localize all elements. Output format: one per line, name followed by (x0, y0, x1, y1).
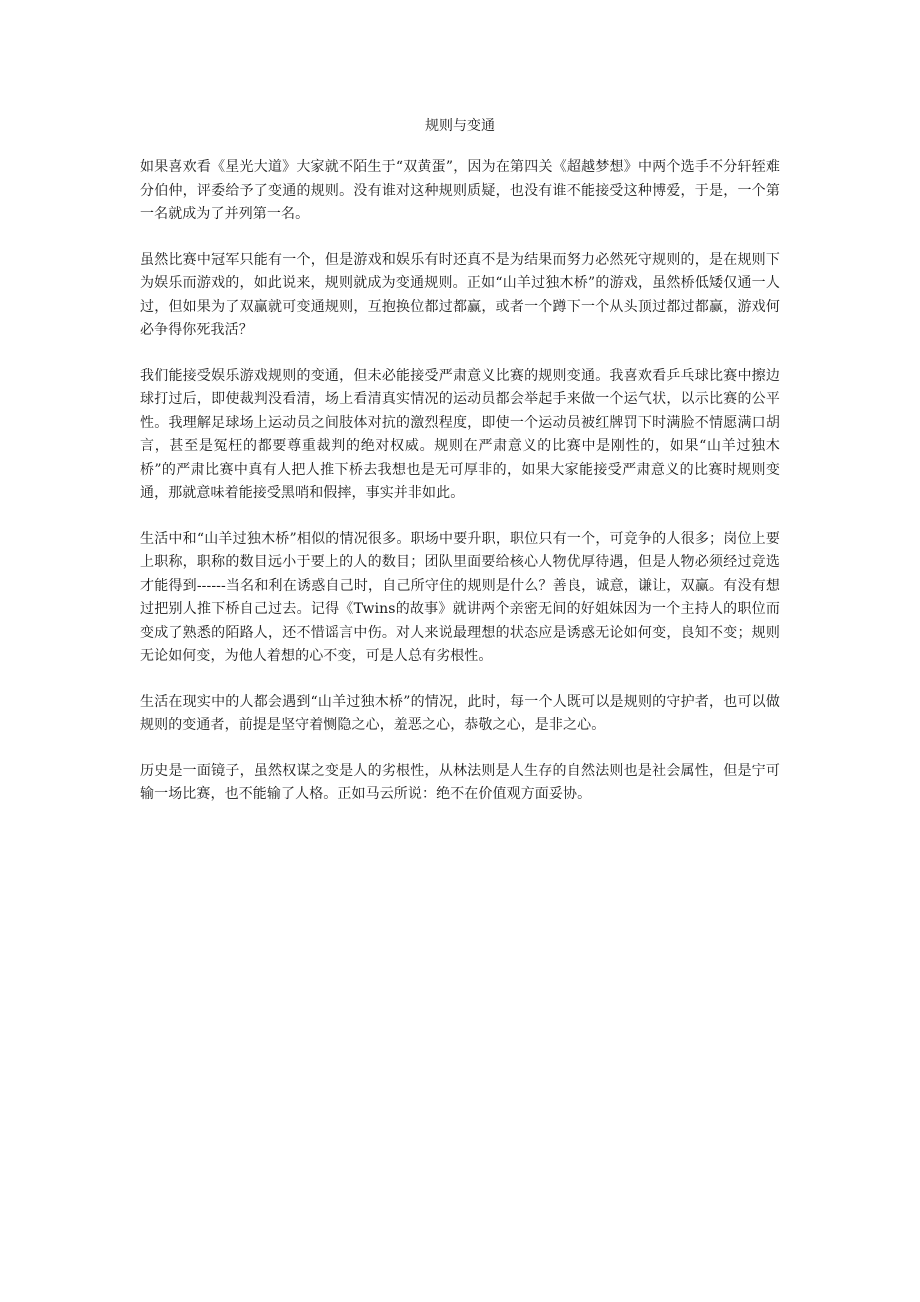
document-body (140, 156, 780, 829)
paragraph-3: 我们能接受娱乐游戏规则的变通，但未必能接受严肃意义比赛的规则变通。我喜欢看乒乓球比赛中擦边球打过后，即使裁判没看清，场上看清真实情况的运动员都会举起手来做一个运气状，以示比赛的公平性。我理解足球场上运动员之间肢体对抗的激烈程度，即使一个运动员被红牌罚下时满脸不情愿满口胡言，甚至是冤枉的都要尊重裁判的绝对权威。规则在严肃意义的比赛中是刚性的，如果“山羊过独木桥”的严肃比赛中真有人把人推下桥去我想也是无可厚非的，如果大家能接受严肃意义的比赛时规则变通，那就意味着能接受黑哨和假摔，事实并非如此。 (140, 367, 780, 501)
paragraph-6: 历史是一面镜子，虽然权谋之变是人的劣根性，从林法则是人生存的自然法则也是社会属性，但是宁可输一场比赛，也不能输了人格。正如马云所说：绝不在价值观方面妥协。 (140, 762, 780, 802)
document-title: 规则与变通 (425, 118, 495, 134)
paragraph-1: 如果喜欢看《星光大道》大家就不陌生于“双黄蛋”，因为在第四关《超越梦想》中两个选手不分轩轾难分伯仲，评委给予了变通的规则。没有谁对这种规则质疑，也没有谁不能接受这种博爱，于是，一个第一名就成为了并列第一名。 (140, 159, 780, 222)
paragraph-2: 虽然比赛中冠军只能有一个，但是游戏和娱乐有时还真不是为结果而努力必然死守规则的，是在规则下为娱乐而游戏的，如此说来，规则就成为变通规则。正如“山羊过独木桥”的游戏，虽然桥低矮仅通一人过，但如果为了双赢就可变通规则，互抱换位都过都赢，或者一个蹲下一个从头顶过都过都赢，游戏何必争得你死我活？ (140, 251, 780, 338)
paragraph-4: 生活中和“山羊过独木桥”相似的情况很多。职场中要升职，职位只有一个，可竞争的人很多；岗位上要上职称，职称的数目远小于要上的人的数目；团队里面要给核心人物优厚待遇，但是人物必须经过竞选才能得到------当名和利在诱惑自己时，自己所守住的规则是什么？善良，诚意，谦让，双赢。有没有想过把别人推下桥自己过去。记得《Twins的故事》就讲两个亲密无间的好姐妹因为一个主持人的职位而变成了熟悉的陌路人，还不惜谣言中伤。对人来说最理想的状态应是诱惑无论如何变，良知不变；规则无论如何变，为他人着想的心不变，可是人总有劣根性。 (140, 530, 780, 664)
paragraph-5: 生活在现实中的人都会遇到“山羊过独木桥”的情况，此时，每一个人既可以是规则的守护者，也可以做规则的变通者，前提是坚守着恻隐之心，羞恶之心，恭敬之心，是非之心。 (140, 693, 780, 733)
